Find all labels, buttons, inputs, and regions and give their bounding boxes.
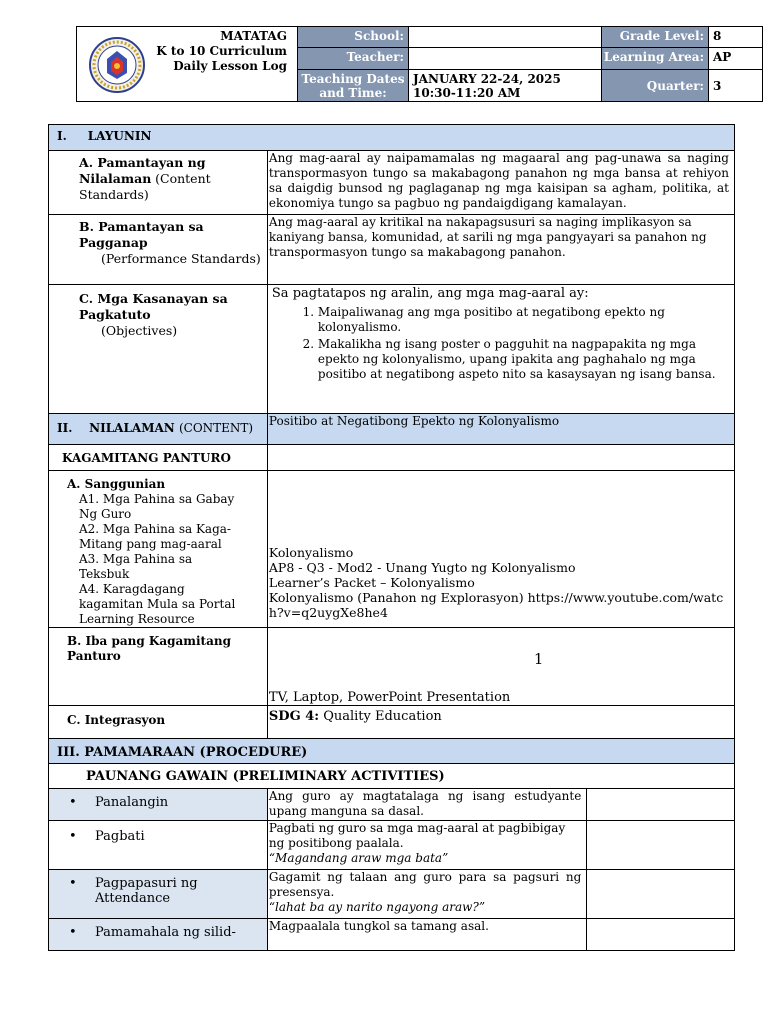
references-title: A. Sanggunian <box>67 477 166 491</box>
performance-standards-title: B. Pamantayan sa Pagganap <box>79 219 204 250</box>
activity-text: Magpaalala tungkol sa tamang asal. <box>267 919 586 951</box>
learning-area-label: Learning Area: <box>602 48 709 69</box>
preliminary-activities-title: PAUNANG GAWAIN (PRELIMINARY ACTIVITIES) <box>49 764 735 789</box>
title-line-3: Daily Lesson Log <box>173 59 287 73</box>
activity-quote: “Magandang araw mga bata” <box>268 851 449 865</box>
learning-area-value: AP <box>709 48 763 69</box>
bullet: • <box>69 829 77 844</box>
document-title <box>156 29 287 74</box>
integration-label: C. Integrasyon <box>49 706 268 739</box>
content-standards-label <box>49 151 268 215</box>
section-layunin-header <box>49 125 735 151</box>
activity-notes <box>587 821 735 870</box>
header-table <box>76 26 763 102</box>
activity-text: Gagamit ng talaan ang guro para sa pagsuri ng presensya. <box>268 870 582 899</box>
other-materials-label: B. Iba pang Kagamitang Panturo <box>49 628 268 706</box>
quarter-value: 3 <box>709 69 763 101</box>
activity-label-greeting <box>49 821 268 870</box>
references-label <box>49 471 268 628</box>
teaching-dates-value <box>409 69 602 101</box>
grade-level-label: Grade Level: <box>602 27 709 48</box>
materials-title: KAGAMITANG PANTURO <box>49 445 268 471</box>
objectives-sub: (Objectives) <box>101 323 178 338</box>
section-number: I. <box>57 129 67 143</box>
reference-value: Kolonyalismo <box>268 545 354 560</box>
integration-cell <box>267 706 734 739</box>
teaching-date: JANUARY 22-24, 2025 <box>413 71 561 86</box>
school-label: School: <box>298 27 409 48</box>
reference-item: A3. Mga Pahina sa Teksbuk <box>79 552 193 581</box>
activity-text: Pagbati ng guro sa mga mag-aaral at pagbibigay ng positibong paalala. <box>268 821 566 850</box>
performance-standards-text: Ang mag-aaral ay kritikal na nakapagsusuri sa naging implikasyon sa kaniyang bansa, komunidad, at sarili ng mga pangyayari sa panahon ng transpormasyon tungo sa makabagong panahon. <box>267 215 734 285</box>
header-title-cell <box>77 27 298 102</box>
content-standards-sub: (Content Standards) <box>79 171 211 202</box>
bullet: • <box>69 876 77 891</box>
teacher-value <box>409 48 602 69</box>
activity-label-classroom <box>49 919 268 951</box>
activity-text-cell <box>267 870 586 919</box>
materials-empty <box>267 445 734 471</box>
references-list <box>67 492 239 627</box>
section-title: NILALAMAN <box>89 421 175 435</box>
performance-standards-label <box>49 215 268 285</box>
content-topic: Positibo at Negatibong Epekto ng Kolonyalismo <box>267 414 734 445</box>
activity-notes <box>587 789 735 821</box>
activity-notes <box>587 919 735 951</box>
quarter-label: Quarter: <box>602 69 709 101</box>
performance-standards-sub: (Performance Standards) <box>101 251 261 266</box>
section-nilalaman-header <box>49 414 268 445</box>
activity-label: Pagpapasuri ng Attendance <box>95 876 198 906</box>
section-title: LAYUNIN <box>87 129 152 143</box>
page-number: 1 <box>533 650 544 668</box>
objective-item: 2. Makalikha ng isang poster o pagguhit na nagpapakita ng mga epekto ng kolonyalismo, upang ipakita ang paghahalo ng mga positibo at negatibong aspeto nito sa kasaysayan ng isang bansa. <box>318 337 730 382</box>
section-sub: (CONTENT) <box>178 421 254 435</box>
activity-notes <box>587 870 735 919</box>
section-procedure-header: III. PAMAMARAAN (PROCEDURE) <box>49 739 735 764</box>
reference-value: AP8 - Q3 - Mod2 - Unang Yugto ng Kolonyalismo <box>268 560 576 575</box>
reference-value: Learner’s Packet – Kolonyalismo <box>268 575 475 590</box>
objectives-list <box>272 305 730 382</box>
integration-sdg: SDG 4: <box>268 709 320 724</box>
title-line-1: MATATAG <box>220 29 287 43</box>
teaching-dates-label: Teaching Dates and Time: <box>298 69 409 101</box>
references-values <box>267 471 734 628</box>
grade-level-value: 8 <box>709 27 763 48</box>
activity-label: Pamamahala ng silid- <box>95 925 236 940</box>
teaching-time: 10:30-11:20 AM <box>413 85 521 100</box>
bullet: • <box>69 925 77 940</box>
content-standards-text: Ang mag-aaral ay naipamamalas ng magaaral ang pag-unawa sa naging transpormasyon tungo sa makabagong panahon ng mga bansa at rehiyon sa daigdig bunsod ng paglaganap ng mga kaisipan sa agham, politika, at ekonomiya tungo sa pagbuo ng pandaigdigang kamalayan. <box>267 151 734 215</box>
objectives-label <box>49 285 268 414</box>
activity-quote: “lahat ba ay narito ngayong araw?” <box>268 900 485 914</box>
reference-item: A2. Mga Pahina sa Kaga-Mitang pang mag-aaral <box>79 522 231 551</box>
title-line-2: K to 10 Curriculum <box>156 44 287 58</box>
lesson-log-table <box>48 124 735 951</box>
other-materials-text: TV, Laptop, PowerPoint Presentation <box>268 690 511 705</box>
reference-item: A1. Mga Pahina sa Gabay Ng Guro <box>79 492 235 521</box>
objectives-cell <box>267 285 734 414</box>
reference-link[interactable]: Kolonyalismo (Panahon ng Explorasyon) https://www.youtube.com/watch?v=q2uygXe8he4 <box>268 590 724 620</box>
school-value <box>409 27 602 48</box>
teacher-label: Teacher: <box>298 48 409 69</box>
deped-seal-icon <box>89 37 145 93</box>
other-materials-cell <box>267 628 734 706</box>
bullet: • <box>69 795 77 810</box>
content-standards-title: A. Pamantayan ng Nilalaman <box>79 155 206 186</box>
activity-text: Ang guro ay magtatalaga ng isang estudyante upang manguna sa dasal. <box>267 789 586 821</box>
activity-label: Panalangin <box>95 795 169 810</box>
activity-label-attendance <box>49 870 268 919</box>
objectives-intro: Sa pagtatapos ng aralin, ang mga mag-aaral ay: <box>271 286 589 301</box>
activity-text-cell <box>267 821 586 870</box>
reference-item: A4. Karagdagang kagamitan Mula sa Portal Learning Resource <box>79 582 236 626</box>
integration-text: Quality Education <box>323 709 442 724</box>
objective-item: 1. Maipaliwanag ang mga positibo at negatibong epekto ng kolonyalismo. <box>318 305 730 335</box>
section-number: II. <box>57 421 73 435</box>
objectives-title: C. Mga Kasanayan sa Pagkatuto <box>79 291 228 322</box>
activity-label: Pagbati <box>95 829 145 844</box>
activity-label-prayer <box>49 789 268 821</box>
